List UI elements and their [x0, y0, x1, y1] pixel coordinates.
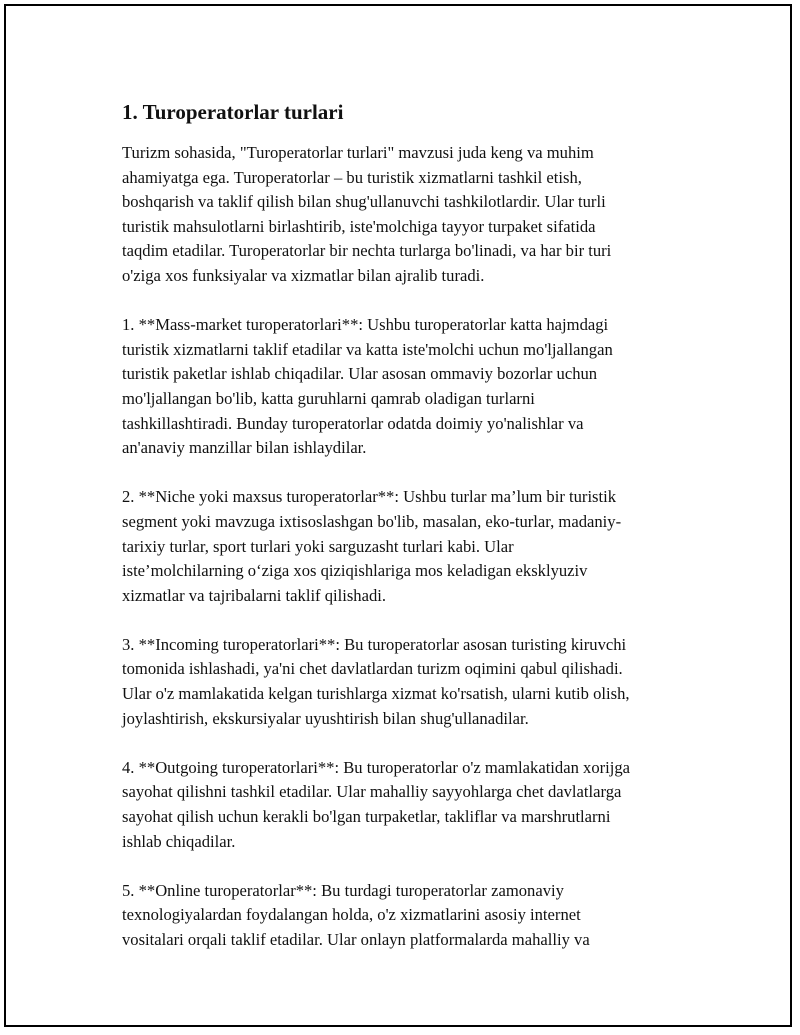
text-line: 1. **Mass-market turoperatorlari**: Ushbu turoperatorlar katta hajmdagi [122, 315, 609, 335]
text-line: turistik paketlar ishlab chiqadilar. Ular asosan ommaviy bozorlar uchun [122, 364, 598, 384]
text-line: xizmatlar va tajribalarni taklif qilishadi. [122, 585, 387, 605]
text-line: an'anaviy manzillar bilan ishlaydilar. [122, 438, 367, 458]
document-body [122, 97, 702, 953]
text-line: turistik xizmatlarni taklif etadilar va katta iste'molchi uchun mo'ljallangan [122, 339, 613, 359]
text-line: 3. **Incoming turoperatorlari**: Bu turoperatorlar asosan turisting kiruvchi [122, 634, 627, 654]
text-line: sayohat qilishni tashkil etadilar. Ular mahalliy sayyohlarga chet davlatlarga [122, 782, 622, 802]
text-line: taqdim etadilar. Turoperatorlar bir nechta turlarga bo'linadi, va har bir turi [122, 241, 612, 261]
text-line: segment yoki mavzuga ixtisoslashgan bo'lib, masalan, eko-turlar, madaniy- [122, 511, 622, 531]
paragraph-gap [122, 608, 702, 633]
paragraph-gap [122, 731, 702, 756]
text-line: 4. **Outgoing turoperatorlari**: Bu turoperatorlar o'z mamlakatidan xorijga [122, 757, 631, 777]
paragraph-gap [122, 289, 702, 314]
text-line: Turizm sohasida, "Turoperatorlar turlari" mavzusi juda keng va muhim [122, 143, 594, 162]
text-line: 5. **Online turoperatorlar**: Bu turdagi turoperatorlar zamonaviy [122, 880, 564, 900]
list-item-outgoing [122, 756, 702, 854]
text-line: mo'ljallangan bo'lib, katta guruhlarni qamrab oladigan turlarni [122, 388, 535, 408]
text-line: sayohat qilish uchun kerakli bo'lgan turpaketlar, takliflar va marshrutlarni [122, 807, 611, 827]
list-item-niche [122, 485, 702, 608]
list-item-mass-market [122, 313, 702, 461]
section-heading: 1. Turoperatorlar turlari [122, 100, 344, 124]
text-line: tashkillashtiradi. Bunday turoperatorlar odatda doimiy yo'nalishlar va [122, 413, 584, 433]
list-item-incoming [122, 633, 702, 731]
list-item-online [122, 879, 702, 953]
text-line: tomonida ishlashadi, ya'ni chet davlatlardan turizm oqimini qabul qilishadi. [122, 659, 623, 679]
intro-paragraph [122, 141, 702, 289]
text-line: ishlab chiqadilar. [122, 831, 236, 851]
text-line: texnologiyalardan foydalangan holda, o'z xizmatlarini asosiy internet [122, 905, 581, 925]
text-line: turistik mahsulotlarni birlashtirib, iste'molchiga tayyor turpaket sifatida [122, 216, 596, 236]
document-page [4, 4, 792, 1027]
text-line: joylashtirish, ekskursiyalar uyushtirish bilan shug'ullanadilar. [122, 708, 529, 728]
paragraph-gap [122, 461, 702, 486]
text-line: o'ziga xos funksiyalar va xizmatlar bilan ajralib turadi. [122, 265, 485, 285]
paragraph-gap [122, 854, 702, 879]
text-line: Ular o'z mamlakatida kelgan turishlarga xizmat ko'rsatish, ularni kutib olish, [122, 684, 630, 704]
text-line: tarixiy turlar, sport turlari yoki sarguzasht turlari kabi. Ular [122, 536, 514, 556]
text-line: 2. **Niche yoki maxsus turoperatorlar**: Ushbu turlar ma’lum bir turistik [122, 487, 617, 507]
text-line: ahamiyatga ega. Turoperatorlar – bu turistik xizmatlarni tashkil etish, [122, 167, 582, 187]
text-line: iste’molchilarning o‘ziga xos qiziqishlariga mos keladigan eksklyuziv [122, 561, 588, 581]
text-line: boshqarish va taklif qilish bilan shug'ullanuvchi tashkilotlardir. Ular turli [122, 192, 606, 212]
text-line: vositalari orqali taklif etadilar. Ular onlayn platformalarda mahalliy va [122, 930, 590, 949]
